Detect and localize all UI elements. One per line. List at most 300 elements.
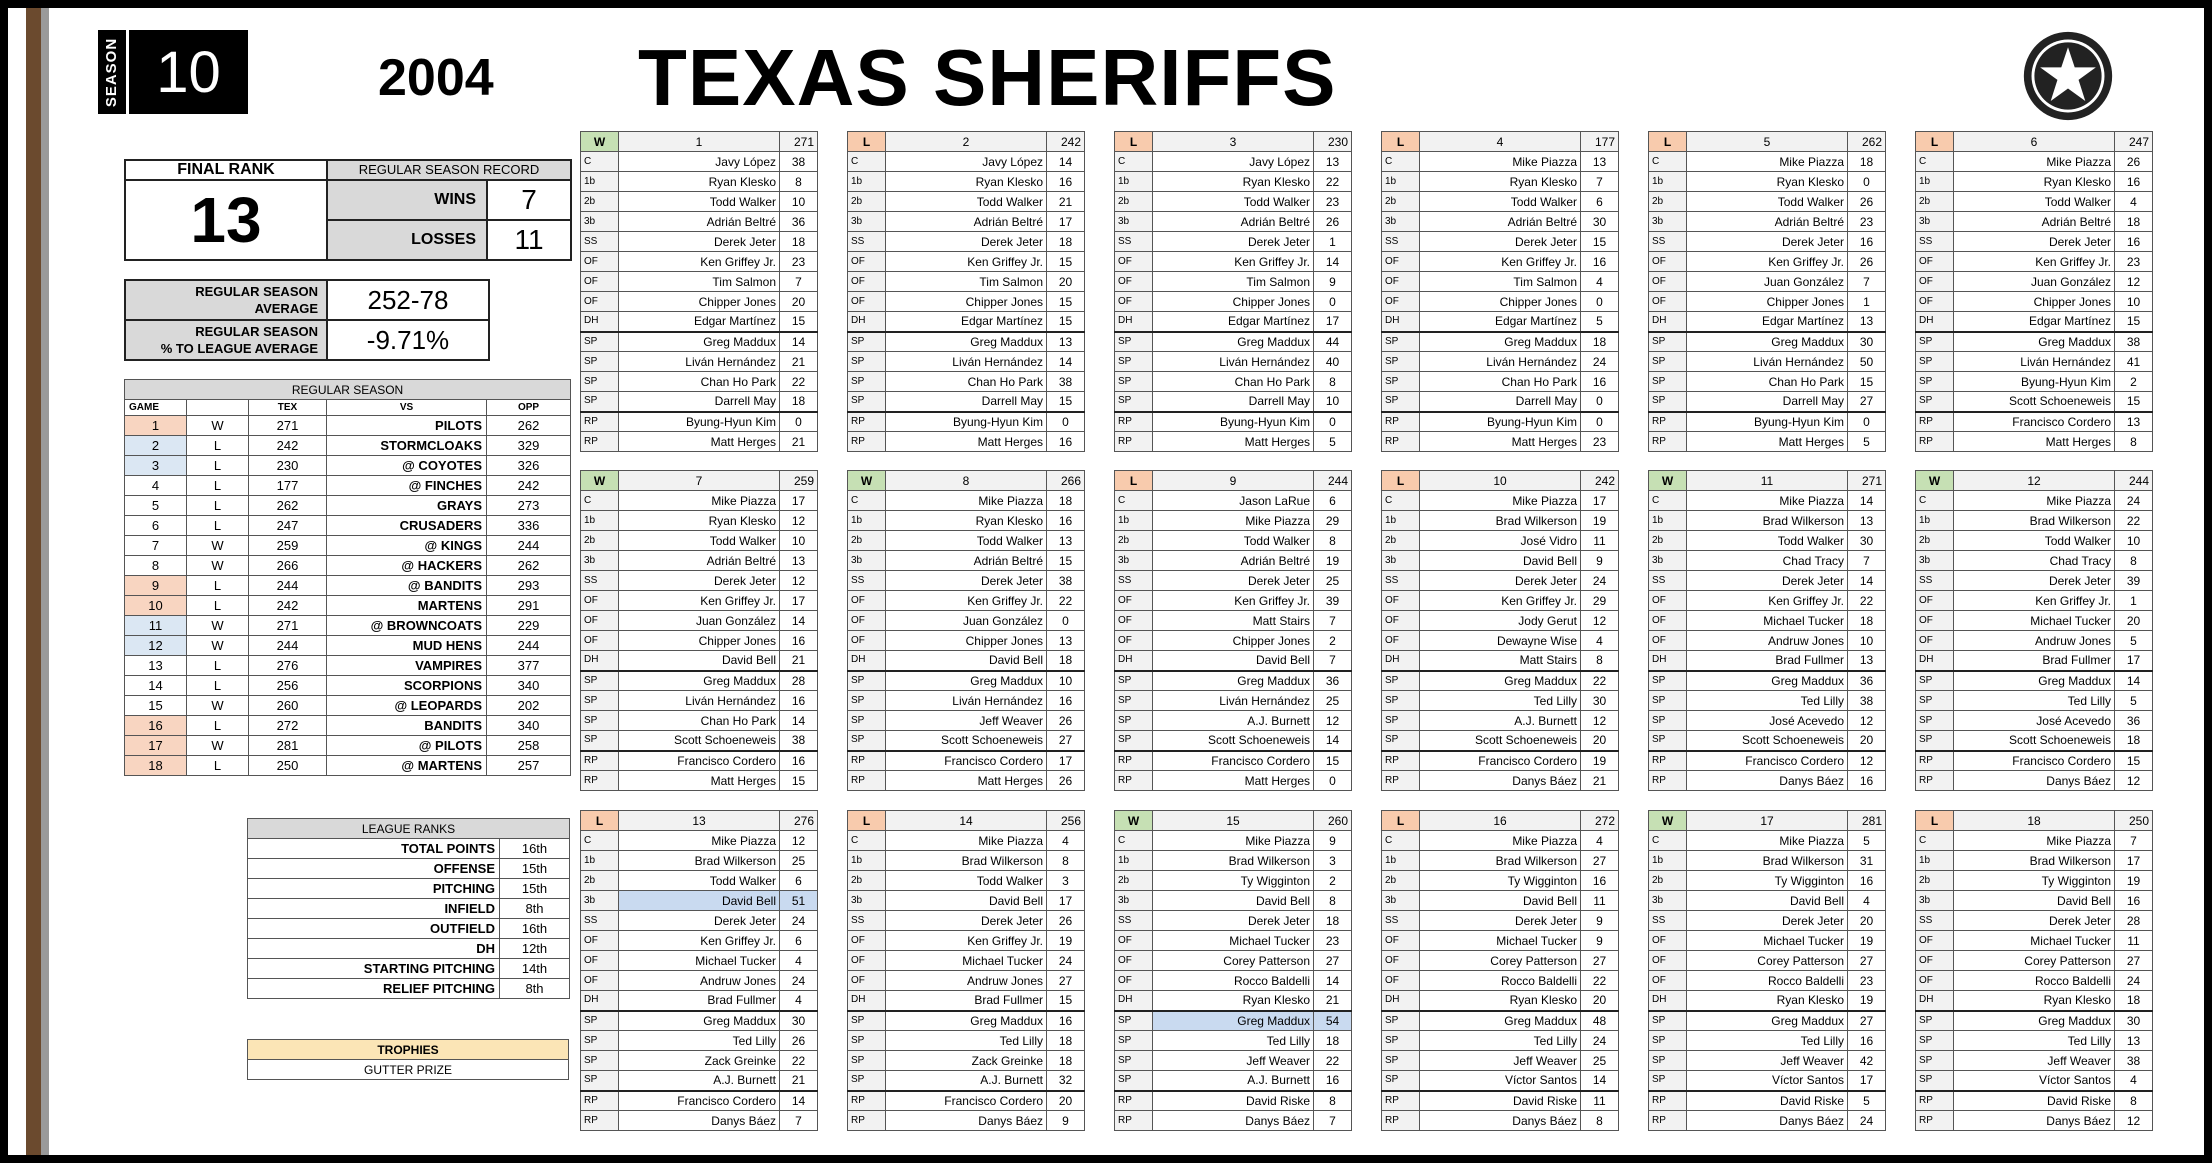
player-row <box>1916 1071 2153 1091</box>
player-row <box>1382 511 1619 531</box>
table-row <box>125 416 571 436</box>
player-row <box>1916 212 2153 232</box>
game-r: L <box>187 496 249 516</box>
player-row <box>1649 192 1886 212</box>
player-row <box>1916 312 2153 332</box>
game-tex: 271 <box>249 616 327 636</box>
position: 2b <box>1115 531 1153 551</box>
position: 1b <box>581 172 619 192</box>
player-points: 0 <box>1581 292 1619 312</box>
game-card <box>1381 131 1619 452</box>
game-result: L <box>1115 471 1153 491</box>
player-points: 11 <box>2115 931 2153 951</box>
player-row <box>581 951 818 971</box>
game-card <box>847 810 1085 1131</box>
rank-value: 8th <box>500 979 570 999</box>
rank-category: OFFENSE <box>248 859 500 879</box>
player-row <box>1649 711 1886 731</box>
player-row <box>1649 1031 1886 1051</box>
table-row <box>125 476 571 496</box>
player-row <box>1916 971 2153 991</box>
player-points: 23 <box>1314 931 1352 951</box>
game-number: 9 <box>1153 471 1314 491</box>
player-points: 17 <box>1047 212 1085 232</box>
player-points: 7 <box>1581 172 1619 192</box>
player-row <box>1916 172 2153 192</box>
player-row <box>1382 751 1619 771</box>
player-points: 36 <box>2115 711 2153 731</box>
player-points: 16 <box>1848 1031 1886 1051</box>
player-points: 0 <box>1848 172 1886 192</box>
game-g: 6 <box>125 516 187 536</box>
player-name: Chan Ho Park <box>1687 372 1848 392</box>
player-row <box>581 551 818 571</box>
game-card <box>1114 131 1352 452</box>
player-row <box>1916 711 2153 731</box>
player-name: Matt Herges <box>1153 771 1314 791</box>
player-points: 19 <box>1581 511 1619 531</box>
position: SP <box>1916 1051 1954 1071</box>
game-card <box>1915 470 2153 791</box>
player-row <box>1916 511 2153 531</box>
player-name: Derek Jeter <box>1420 232 1581 252</box>
player-points: 16 <box>1581 871 1619 891</box>
game-vs: @ MARTENS <box>327 756 487 776</box>
player-row <box>848 192 1085 212</box>
game-number: 10 <box>1420 471 1581 491</box>
game-g: 4 <box>125 476 187 496</box>
player-name: Mike Piazza <box>1153 831 1314 851</box>
player-points: 15 <box>1047 551 1085 571</box>
position: RP <box>1916 1111 1954 1131</box>
game-number: 3 <box>1153 132 1314 152</box>
player-name: Tim Salmon <box>886 272 1047 292</box>
player-row <box>1916 232 2153 252</box>
player-row <box>1382 292 1619 312</box>
player-row <box>1649 1011 1886 1031</box>
game-opp: 336 <box>487 516 571 536</box>
player-name: Danys Báez <box>1687 1111 1848 1131</box>
player-row <box>1916 1091 2153 1111</box>
player-row <box>581 192 818 212</box>
player-name: Ken Griffey Jr. <box>1954 252 2115 272</box>
position: DH <box>1916 651 1954 671</box>
player-points: 19 <box>1581 751 1619 771</box>
position: DH <box>1916 312 1954 332</box>
player-name: Rocco Baldelli <box>1153 971 1314 991</box>
game-card <box>580 131 818 452</box>
player-points: 6 <box>1314 491 1352 511</box>
player-points: 38 <box>1047 372 1085 392</box>
position: RP <box>1916 1091 1954 1111</box>
player-points: 4 <box>1581 272 1619 292</box>
player-name: Chipper Jones <box>886 631 1047 651</box>
player-points: 17 <box>1047 751 1085 771</box>
player-name: Matt Herges <box>1687 432 1848 452</box>
player-row <box>581 412 818 432</box>
table-row <box>125 456 571 476</box>
player-name: Greg Maddux <box>886 332 1047 352</box>
player-row <box>1649 971 1886 991</box>
player-row <box>581 1011 818 1031</box>
player-name: David Bell <box>1153 651 1314 671</box>
player-points: 22 <box>780 1051 818 1071</box>
player-points: 3 <box>1047 871 1085 891</box>
player-row <box>1916 771 2153 791</box>
game-card <box>847 470 1085 791</box>
player-name: Ryan Klesko <box>1153 172 1314 192</box>
position: SP <box>848 352 886 372</box>
rank-category: INFIELD <box>248 899 500 919</box>
player-row <box>1649 1051 1886 1071</box>
position: SP <box>848 671 886 691</box>
player-name: Chipper Jones <box>1687 292 1848 312</box>
page <box>8 8 2204 1155</box>
position: RP <box>581 751 619 771</box>
player-points: 30 <box>780 1011 818 1031</box>
position: SP <box>1382 1051 1420 1071</box>
position: RP <box>1382 432 1420 452</box>
player-name: Chipper Jones <box>886 292 1047 312</box>
player-row <box>1382 871 1619 891</box>
player-name: Tim Salmon <box>1153 272 1314 292</box>
player-name: Adrián Beltré <box>1153 212 1314 232</box>
player-name: Byung-Hyun Kim <box>1687 412 1848 432</box>
player-row <box>848 412 1085 432</box>
player-row <box>1115 591 1352 611</box>
position: 2b <box>848 192 886 212</box>
player-row <box>1115 332 1352 352</box>
player-name: Danys Báez <box>1420 1111 1581 1131</box>
player-name: Ken Griffey Jr. <box>619 252 780 272</box>
player-row <box>1382 691 1619 711</box>
player-name: Greg Maddux <box>886 671 1047 691</box>
player-row <box>1649 651 1886 671</box>
player-points: 14 <box>2115 671 2153 691</box>
game-score: 256 <box>1047 811 1085 831</box>
position: SP <box>1382 332 1420 352</box>
player-name: A.J. Burnett <box>886 1071 1047 1091</box>
position: OF <box>848 931 886 951</box>
player-points: 13 <box>1848 651 1886 671</box>
player-name: Chan Ho Park <box>619 372 780 392</box>
player-name: Víctor Santos <box>1420 1071 1581 1091</box>
player-name: Liván Hernández <box>619 691 780 711</box>
player-name: Francisco Cordero <box>619 1091 780 1111</box>
game-r: L <box>187 716 249 736</box>
game-tex: 250 <box>249 756 327 776</box>
player-name: Zack Greinke <box>886 1051 1047 1071</box>
player-name: Juan González <box>886 611 1047 631</box>
player-row <box>1916 651 2153 671</box>
table-row <box>248 879 570 899</box>
position: RP <box>1649 412 1687 432</box>
player-row <box>1382 1091 1619 1111</box>
player-name: Chipper Jones <box>1954 292 2115 312</box>
position: SP <box>581 392 619 412</box>
player-row <box>848 891 1085 911</box>
player-row <box>848 1071 1085 1091</box>
player-row <box>1649 172 1886 192</box>
player-row <box>848 392 1085 412</box>
player-name: Javy López <box>886 152 1047 172</box>
player-name: David Bell <box>1420 891 1581 911</box>
player-name: Derek Jeter <box>1954 232 2115 252</box>
player-row <box>1916 531 2153 551</box>
player-name: Ted Lilly <box>1687 1031 1848 1051</box>
player-name: David Riske <box>1954 1091 2115 1111</box>
position: OF <box>848 611 886 631</box>
position: OF <box>581 292 619 312</box>
player-name: Danys Báez <box>1954 771 2115 791</box>
player-name: Adrián Beltré <box>1153 551 1314 571</box>
player-points: 38 <box>2115 1051 2153 1071</box>
position: SP <box>848 1031 886 1051</box>
game-number: 18 <box>1954 811 2115 831</box>
position: C <box>1382 491 1420 511</box>
game-tex: 266 <box>249 556 327 576</box>
position: RP <box>1115 1111 1153 1131</box>
rank-value: 8th <box>500 899 570 919</box>
player-points: 38 <box>780 152 818 172</box>
player-row <box>581 332 818 352</box>
player-name: Chipper Jones <box>1153 292 1314 312</box>
position: RP <box>1649 1091 1687 1111</box>
player-row <box>1916 412 2153 432</box>
player-name: Juan González <box>1954 272 2115 292</box>
player-name: Todd Walker <box>1687 531 1848 551</box>
player-name: Mike Piazza <box>1420 491 1581 511</box>
player-name: Francisco Cordero <box>1954 412 2115 432</box>
player-row <box>581 651 818 671</box>
position: C <box>1382 831 1420 851</box>
player-name: Ryan Klesko <box>1954 172 2115 192</box>
position: OF <box>1382 951 1420 971</box>
position: 2b <box>1649 871 1687 891</box>
player-row <box>581 152 818 172</box>
table-row <box>125 596 571 616</box>
position: SP <box>1115 1071 1153 1091</box>
player-row <box>1382 312 1619 332</box>
position: C <box>1916 152 1954 172</box>
player-name: Francisco Cordero <box>1153 751 1314 771</box>
player-name: David Bell <box>1420 551 1581 571</box>
player-row <box>848 491 1085 511</box>
player-points: 41 <box>2115 352 2153 372</box>
player-points: 26 <box>1848 192 1886 212</box>
player-points: 17 <box>1047 891 1085 911</box>
player-row <box>1115 1091 1352 1111</box>
game-score: 247 <box>2115 132 2153 152</box>
game-result: L <box>1382 471 1420 491</box>
position: 1b <box>848 172 886 192</box>
player-points: 12 <box>1848 751 1886 771</box>
player-row <box>1115 412 1352 432</box>
player-points: 26 <box>780 1031 818 1051</box>
player-row <box>1382 392 1619 412</box>
player-name: Scott Schoeneweis <box>1153 731 1314 751</box>
player-points: 22 <box>1314 1051 1352 1071</box>
player-row <box>1916 931 2153 951</box>
table-row <box>125 436 571 456</box>
position: C <box>1916 491 1954 511</box>
position: SP <box>1115 671 1153 691</box>
player-row <box>848 871 1085 891</box>
player-row <box>1115 611 1352 631</box>
player-name: Corey Patterson <box>1153 951 1314 971</box>
player-points: 25 <box>1581 1051 1619 1071</box>
game-vs: MARTENS <box>327 596 487 616</box>
position: C <box>1115 491 1153 511</box>
player-name: Scott Schoeneweis <box>1954 392 2115 412</box>
player-points: 1 <box>1314 232 1352 252</box>
player-row <box>848 991 1085 1011</box>
game-score: 230 <box>1314 132 1352 152</box>
player-points: 10 <box>1848 631 1886 651</box>
player-points: 14 <box>1047 352 1085 372</box>
player-row <box>1916 392 2153 412</box>
position: SP <box>1649 711 1687 731</box>
position: 2b <box>848 531 886 551</box>
player-name: Corey Patterson <box>1687 951 1848 971</box>
position: OF <box>1115 951 1153 971</box>
rank-category: RELIEF PITCHING <box>248 979 500 999</box>
position: OF <box>581 611 619 631</box>
player-name: Jody Gerut <box>1420 611 1581 631</box>
player-points: 14 <box>780 1091 818 1111</box>
player-row <box>848 911 1085 931</box>
player-row <box>1115 691 1352 711</box>
player-row <box>1916 951 2153 971</box>
player-name: Jeff Weaver <box>886 711 1047 731</box>
position: SP <box>1649 392 1687 412</box>
player-row <box>581 671 818 691</box>
player-points: 23 <box>2115 252 2153 272</box>
game-tex: 230 <box>249 456 327 476</box>
player-points: 13 <box>2115 1031 2153 1051</box>
game-score: 250 <box>2115 811 2153 831</box>
player-row <box>1382 931 1619 951</box>
position: SP <box>1115 352 1153 372</box>
position: SP <box>1382 1031 1420 1051</box>
position: DH <box>1115 651 1153 671</box>
player-row <box>848 671 1085 691</box>
player-name: Todd Walker <box>1687 192 1848 212</box>
position: 2b <box>581 531 619 551</box>
position: RP <box>1916 412 1954 432</box>
game-g: 7 <box>125 536 187 556</box>
player-points: 4 <box>780 951 818 971</box>
player-name: Greg Maddux <box>1420 1011 1581 1031</box>
player-points: 32 <box>1047 1071 1085 1091</box>
player-name: Mike Piazza <box>1153 511 1314 531</box>
player-name: Brad Wilkerson <box>1687 851 1848 871</box>
player-name: Todd Walker <box>886 531 1047 551</box>
player-row <box>1649 292 1886 312</box>
position: RP <box>1382 412 1420 432</box>
position: OF <box>1382 611 1420 631</box>
player-row <box>1916 571 2153 591</box>
player-name: Mike Piazza <box>1954 831 2115 851</box>
game-vs: SCORPIONS <box>327 676 487 696</box>
player-name: Corey Patterson <box>1420 951 1581 971</box>
player-row <box>1649 1071 1886 1091</box>
player-name: Ted Lilly <box>1420 691 1581 711</box>
position: SS <box>1649 571 1687 591</box>
position: OF <box>581 591 619 611</box>
player-name: Todd Walker <box>619 871 780 891</box>
player-row <box>1916 751 2153 771</box>
player-name: Andruw Jones <box>619 971 780 991</box>
player-name: Chad Tracy <box>1954 551 2115 571</box>
position: SP <box>1115 332 1153 352</box>
player-points: 8 <box>2115 432 2153 452</box>
game-tex: 256 <box>249 676 327 696</box>
position: OF <box>848 252 886 272</box>
game-vs: GRAYS <box>327 496 487 516</box>
player-points: 12 <box>1848 711 1886 731</box>
player-points: 0 <box>1047 611 1085 631</box>
player-row <box>1916 152 2153 172</box>
player-row <box>1115 312 1352 332</box>
player-points: 27 <box>1047 971 1085 991</box>
final-rank-label: FINAL RANK <box>125 160 327 180</box>
position: DH <box>848 991 886 1011</box>
player-points: 18 <box>2115 212 2153 232</box>
player-name: Liván Hernández <box>619 352 780 372</box>
position: SP <box>581 671 619 691</box>
player-row <box>1382 611 1619 631</box>
player-points: 21 <box>1581 771 1619 791</box>
player-points: 22 <box>780 372 818 392</box>
player-name: Ted Lilly <box>1420 1031 1581 1051</box>
player-row <box>1382 272 1619 292</box>
player-points: 27 <box>1581 851 1619 871</box>
player-name: Tim Salmon <box>1420 272 1581 292</box>
position: C <box>1115 152 1153 172</box>
position: SP <box>1916 711 1954 731</box>
player-points: 18 <box>1848 152 1886 172</box>
player-name: Jeff Weaver <box>1687 1051 1848 1071</box>
player-row <box>1649 392 1886 412</box>
game-score: 242 <box>1581 471 1619 491</box>
player-name: Corey Patterson <box>1954 951 2115 971</box>
player-row <box>581 571 818 591</box>
player-row <box>581 312 818 332</box>
player-points: 2 <box>1314 871 1352 891</box>
position: OF <box>1382 292 1420 312</box>
player-name: Matt Herges <box>619 432 780 452</box>
player-points: 16 <box>780 751 818 771</box>
player-row <box>1382 991 1619 1011</box>
position: OF <box>1916 252 1954 272</box>
position: DH <box>1115 312 1153 332</box>
position: 3b <box>1649 891 1687 911</box>
position: 3b <box>581 891 619 911</box>
player-name: A.J. Burnett <box>619 1071 780 1091</box>
player-points: 20 <box>1047 1091 1085 1111</box>
player-name: Ken Griffey Jr. <box>619 931 780 951</box>
player-name: Todd Walker <box>619 192 780 212</box>
player-name: Todd Walker <box>1954 192 2115 212</box>
regular-season-table <box>124 379 571 776</box>
game-g: 12 <box>125 636 187 656</box>
game-g: 3 <box>125 456 187 476</box>
game-result: L <box>1916 811 1954 831</box>
player-points: 5 <box>1848 1091 1886 1111</box>
position: SS <box>848 232 886 252</box>
position: 1b <box>848 851 886 871</box>
